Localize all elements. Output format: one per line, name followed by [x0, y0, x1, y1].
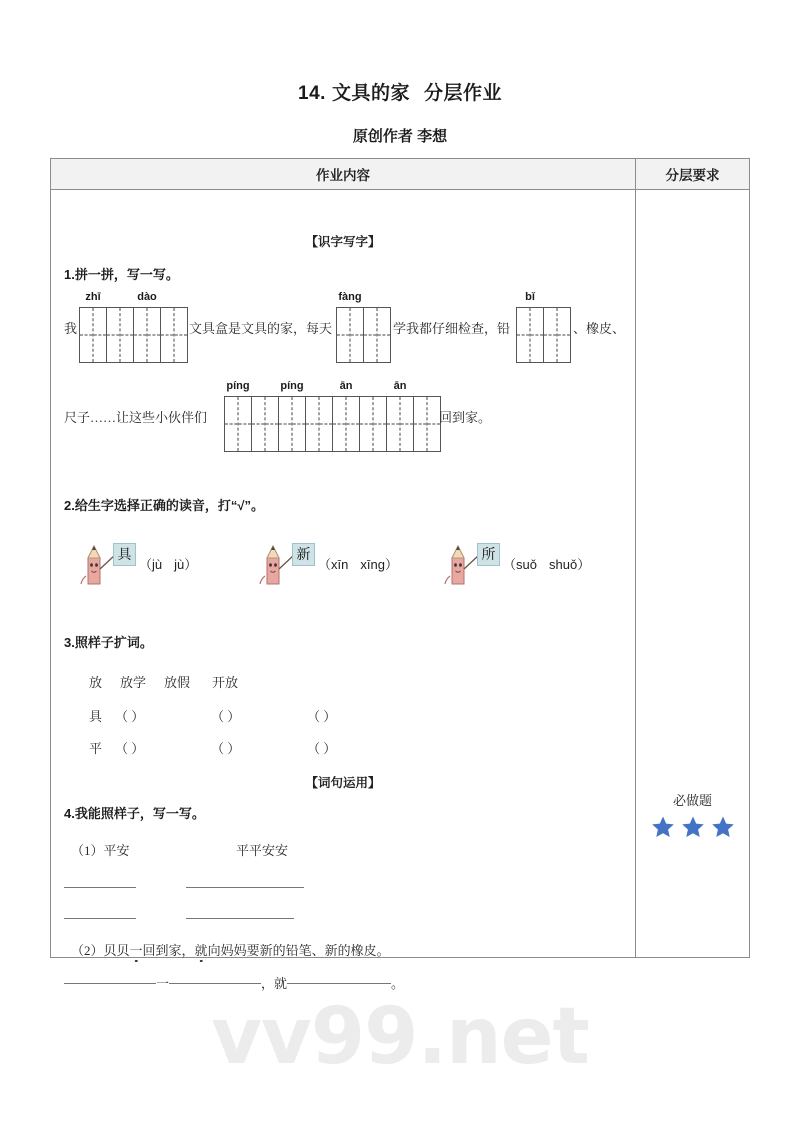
header-content-column: 作业内容	[51, 159, 636, 189]
star-icon	[651, 815, 675, 839]
tianzige-cell[interactable]	[543, 307, 571, 363]
q3-example-word-2: 放假	[164, 675, 191, 690]
pinyin-label: píng	[226, 380, 250, 392]
q4-pattern-blank[interactable]	[64, 983, 156, 984]
q1-tianzige-group-1	[79, 291, 188, 363]
q4-emphasis-yi: 一	[129, 943, 143, 958]
section-usage-title: 【词句运用】	[305, 776, 381, 790]
question-2-heading: 2.给生字选择正确的读音，打“√”。	[64, 498, 264, 513]
tianzige-cell[interactable]	[363, 307, 391, 363]
question-4-heading: 4.我能照样子，写一写。	[64, 806, 205, 821]
pinyin-label: ān	[339, 380, 353, 392]
q4-pattern-comma: ，	[261, 976, 275, 991]
q3-blank[interactable]: （ ）	[307, 709, 337, 724]
pinyin-label: dào	[137, 291, 157, 303]
q3-example-char: 放	[89, 675, 103, 690]
q3-blank[interactable]: （ ）	[115, 741, 145, 756]
q2-option-a[interactable]: jù	[152, 556, 163, 572]
q1-tianzige-group-3	[516, 291, 571, 363]
tianzige-cell[interactable]	[336, 291, 364, 363]
author-line: 原创作者 李想	[352, 128, 448, 145]
q4-item2-prefix: （2）贝贝	[71, 943, 130, 958]
pinyin-label: píng	[280, 380, 304, 392]
tianzige-cell[interactable]	[332, 380, 360, 452]
level-cell	[636, 190, 749, 957]
site-watermark: vv99.net	[211, 992, 589, 1082]
q3-blank[interactable]: （ ）	[307, 741, 337, 756]
title-text: 文具的家	[331, 83, 410, 104]
q4-item2-mid: 回到家，	[142, 943, 195, 958]
q3-example-row	[89, 672, 238, 691]
q2-option-b[interactable]: jù	[174, 556, 185, 572]
q1-line2-text2: 回到家。	[439, 410, 492, 425]
q4-pattern-blank[interactable]	[287, 983, 391, 984]
q4-answer-blank[interactable]	[186, 887, 304, 888]
tianzige-cell[interactable]	[251, 396, 279, 452]
q4-pattern-jiu: 就	[274, 976, 288, 991]
q2-item-2	[256, 538, 398, 588]
tianzige-cell[interactable]	[359, 396, 387, 452]
q4-pattern-period: 。	[391, 976, 405, 991]
q1-line2-text1: 尺子……让这些小伙伴们	[64, 410, 208, 425]
tianzige-cell[interactable]	[160, 307, 188, 363]
pinyin-label: ān	[393, 380, 407, 392]
q2-character-box: 新	[292, 543, 315, 566]
q4-item1-label: （1）平安	[71, 843, 130, 858]
q3-example-word-3: 开放	[212, 675, 239, 690]
q2-pinyin-options[interactable]: （suǒ shuǒ）	[503, 556, 591, 572]
q1-tianzige-group-2	[336, 291, 391, 363]
q4-item2-label	[71, 940, 390, 959]
tianzige-cell[interactable]	[133, 291, 161, 363]
q4-answer-blank[interactable]	[186, 918, 294, 919]
q1-line1-text2: 文具盒是文具的家，每天	[189, 321, 333, 336]
header-level-column: 分层要求	[665, 168, 720, 183]
q1-line1-text1: 我	[64, 321, 78, 336]
pinyin-label: fàng	[338, 291, 362, 303]
q2-pinyin-options[interactable]: （xīn xīng）	[318, 556, 398, 572]
question-3-heading: 3.照样子扩词。	[64, 635, 153, 650]
level-stars	[636, 815, 749, 843]
pinyin-label: bǐ	[525, 291, 535, 303]
homework-table	[50, 158, 750, 991]
star-icon	[711, 815, 735, 839]
tianzige-cell[interactable]	[278, 380, 306, 452]
q3-row-char: 平	[89, 741, 103, 756]
tianzige-cell[interactable]	[106, 307, 134, 363]
q2-option-b[interactable]: xīng	[360, 556, 385, 572]
table-body-row	[51, 190, 749, 991]
q4-item1-example: 平平安安	[236, 843, 289, 858]
q3-row-ju[interactable]	[89, 706, 403, 725]
q4-answer-blank[interactable]	[64, 887, 136, 888]
q4-answer-blank[interactable]	[64, 918, 136, 919]
q2-pinyin-options[interactable]: （jù jù）	[139, 556, 198, 572]
q4-pattern-conn: 一	[156, 976, 170, 991]
q3-blank[interactable]: （ ）	[115, 709, 145, 724]
q3-blank[interactable]: （ ）	[211, 741, 241, 756]
title-number: 14.	[298, 83, 326, 104]
star-icon	[681, 815, 705, 839]
page-title	[0, 78, 800, 105]
q1-line1-text3: 学我都仔细检查，铅	[393, 321, 511, 336]
table-header-row	[51, 159, 749, 190]
q3-example-word-1: 放学	[120, 675, 147, 690]
question-1-heading: 1.拼一拼，写一写。	[64, 267, 179, 282]
section-literacy-title: 【识字写字】	[305, 235, 381, 249]
q2-option-a[interactable]: xīn	[331, 556, 349, 572]
q2-option-b[interactable]: shuǒ	[548, 556, 578, 572]
q4-emphasis-jiu: 就	[194, 943, 208, 958]
tianzige-cell[interactable]	[305, 396, 333, 452]
title-suffix: 分层作业	[423, 83, 502, 104]
q3-blank[interactable]: （ ）	[211, 709, 241, 724]
q2-item-1	[77, 538, 197, 588]
q2-character-box: 所	[477, 543, 500, 566]
level-label: 必做题	[672, 793, 712, 808]
tianzige-cell[interactable]	[386, 380, 414, 452]
tianzige-cell[interactable]	[413, 396, 441, 452]
q3-row-char: 具	[89, 709, 103, 724]
q2-character-box: 具	[113, 543, 136, 566]
q1-line1-text4: 、橡皮、	[573, 321, 626, 336]
pinyin-label: zhī	[85, 291, 101, 303]
q3-row-ping[interactable]	[89, 738, 403, 757]
tianzige-cell[interactable]	[79, 291, 107, 363]
content-cell	[51, 190, 636, 991]
q1-tianzige-group-4	[224, 380, 441, 452]
q2-item-3	[441, 538, 590, 588]
q2-option-a[interactable]: suǒ	[516, 556, 537, 572]
q4-pattern-blank[interactable]	[169, 983, 261, 984]
q4-item2-suffix: 向妈妈要新的铅笔、新的橡皮。	[207, 943, 390, 958]
tianzige-cell[interactable]	[224, 380, 252, 452]
q4-item2-pattern[interactable]	[64, 973, 404, 992]
tianzige-cell[interactable]	[516, 291, 544, 363]
